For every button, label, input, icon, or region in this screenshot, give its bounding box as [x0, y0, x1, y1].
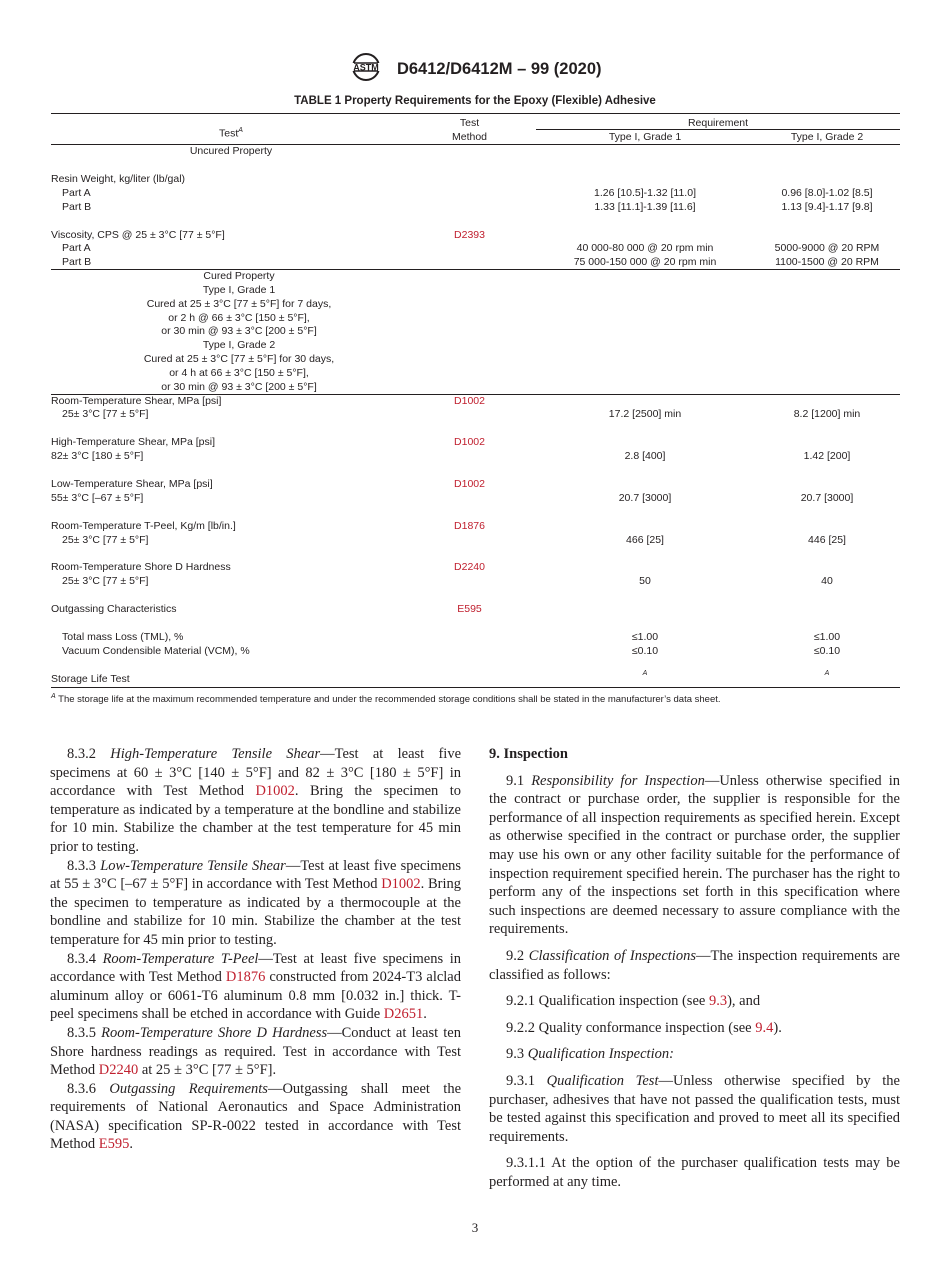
page-header [0, 52, 950, 87]
ht-shear-grade1: 2.8 [400] [624, 450, 666, 462]
header-test-method-line1: Test [459, 117, 480, 129]
cured-line: Cured Property [203, 270, 275, 282]
page-number: 3 [471, 1220, 479, 1235]
cured-line: or 30 min @ 93 ± 3°C [200 ± 5°F] [161, 381, 317, 393]
viscosity-b-grade2: 1100-1500 @ 20 RPM [775, 256, 879, 268]
viscosity-a-grade2: 5000-9000 @ 20 RPM [774, 242, 880, 254]
ref-d2240-link[interactable]: D2240 [98, 1062, 139, 1079]
tpeel-label: Room-Temperature T-Peel, Kg/m [lb/in.] [51, 520, 236, 532]
astm-logo-icon [348, 52, 384, 87]
ref-e595-link[interactable]: E595 [98, 1136, 130, 1153]
para-9-2-2: 9.2.2 Quality conformance inspection (see 9.4). [506, 1019, 782, 1036]
shore-grade1: 50 [639, 575, 651, 587]
para-8-3-4: 8.3.4 Room-Temperature T-Peel—Test at least five specimens in accordance with Test Method D1876 constructed from 2024-T3 alclad aluminum alloy or 6061-T6 aluminum 0.8 mm [0.032 in.] thick. T-peel specimens shall be etched in accordance with Guide D2651. [50, 950, 461, 1023]
viscosity-a-grade1: 40 000-80 000 @ 20 rpm min [576, 242, 714, 254]
para-8-3-2: 8.3.2 High-Temperature Tensile Shear—Test at least five specimens at 60 ± 3°C [140 ± 5°F] and 82 ± 3°C [180 ± 5°F] in accordance with Test Method D1002. Bring the specimen to temperature as indicated by a temperature at the bondline and stabilize for 10 min. Stabilize the chamber at the test temperature for 45 min prior to testing. [50, 746, 462, 855]
vcm-label: Vacuum Condensible Material (VCM), % [62, 645, 250, 657]
cured-line: or 4 h at 66 ± 3°C [150 ± 5°F], [169, 367, 309, 379]
storage-grade2: A [824, 670, 830, 677]
svg-text:ASTM: ASTM [353, 62, 380, 73]
storage-label: Storage Life Test [51, 673, 130, 685]
viscosity-part-a: Part A [62, 242, 91, 254]
tpeel-method-link[interactable]: D1876 [454, 520, 485, 532]
resin-part-b: Part B [62, 201, 92, 213]
header-requirement: Requirement [687, 117, 749, 129]
right-column [489, 745, 900, 1191]
left-column [50, 745, 461, 1154]
para-8-3-6: 8.3.6 Outgassing Requirements—Outgassing shall meet the requirements of National Aeronautics and Space Administration (NASA) specification SP-R-0022 tested in accordance with Test Method E595. [50, 1080, 462, 1153]
cured-line: Cured at 25 ± 3°C [77 ± 5°F] for 30 days, [143, 353, 335, 365]
table-title: TABLE 1 Property Requirements for the Epoxy (Flexible) Adhesive [294, 95, 656, 107]
cured-line: or 2 h @ 66 ± 3°C [150 ± 5°F], [168, 312, 310, 324]
cured-line: Type I, Grade 2 [202, 339, 276, 351]
lt-shear-method-link[interactable]: D1002 [454, 478, 485, 490]
ref-d1002-link[interactable]: D1002 [255, 783, 295, 800]
tml-grade2: ≤1.00 [813, 631, 841, 643]
lt-shear-label: Low-Temperature Shear, MPa [psi] [51, 478, 213, 490]
viscosity-part-b: Part B [62, 256, 92, 268]
resin-weight-label: Resin Weight, kg/liter (lb/gal) [51, 173, 186, 185]
ht-shear-grade2: 1.42 [200] [803, 450, 851, 462]
shore-method-link[interactable]: D2240 [454, 561, 485, 573]
para-9-3-1-1: 9.3.1.1 At the option of the purchaser qualification tests may be performed at any time. [489, 1155, 900, 1190]
storage-grade1: A [642, 670, 648, 677]
tpeel-grade2: 446 [25] [808, 534, 846, 546]
para-9-3: 9.3 Qualification Inspection: [506, 1046, 674, 1063]
para-9-3-1: 9.3.1 Qualification Test—Unless otherwise specified by the purchaser, adhesives that have not passed the qualification tests, must be tested against this specification and proved to meet all its specified requirements. [489, 1072, 900, 1145]
lt-shear-grade2: 20.7 [3000] [800, 492, 854, 504]
para-8-3-3: 8.3.3 Low-Temperature Tensile Shear—Test at least five specimens at 55 ± 3°C [–67 ± 5°F] in accordance with Test Method D1002. Bring the specimen to temperature as indicated by a thermocouple at the bondline and stabilize for 10 min. Stabilize the chamber at the test temperature for 45 min prior to testing. [50, 857, 461, 948]
viscosity-method-link[interactable]: D2393 [454, 229, 485, 241]
resin-a-grade1: 1.26 [10.5]-1.32 [11.0] [594, 187, 696, 199]
resin-b-grade2: 1.13 [9.4]-1.17 [9.8] [781, 201, 873, 213]
ref-d1876-link[interactable]: D1876 [225, 969, 266, 986]
table-footnote: $^A$ The storage life at the maximum recommended temperature and under the recommended storage conditions shall be stated in the manufacturer’s data sheet. [51, 693, 721, 706]
header-test: Test$^A$ [219, 127, 243, 140]
vcm-grade2: ≤0.10 [813, 645, 841, 657]
para-9-2: 9.2 Classification of Inspections—The inspection requirements are classified as follows: [489, 947, 900, 983]
viscosity-label: Viscosity, CPS @ 25 ± 3°C [77 ± 5°F] [51, 229, 225, 241]
ref-9-4-link[interactable]: 9.4 [755, 1019, 774, 1036]
para-9-2-1: 9.2.1 Qualification inspection (see 9.3), and [506, 993, 761, 1010]
rt-shear-grade2: 8.2 [1200] min [793, 408, 861, 420]
resin-part-a: Part A [62, 187, 91, 199]
rt-shear-cond: 25± 3°C [77 ± 5°F] [62, 408, 149, 420]
tpeel-cond: 25± 3°C [77 ± 5°F] [62, 534, 149, 546]
shore-label: Room-Temperature Shore D Hardness [51, 561, 231, 573]
rt-shear-label: Room-Temperature Shear, MPa [psi] [51, 395, 222, 407]
ht-shear-cond: 82± 3°C [180 ± 5°F] [51, 450, 144, 462]
header-test-method-line2: Method [451, 131, 488, 143]
ref-d2651-link[interactable]: D2651 [383, 1006, 424, 1023]
vcm-grade1: ≤0.10 [631, 645, 659, 657]
document-id: D6412/D6412M – 99 (2020) [396, 60, 602, 78]
tml-grade1: ≤1.00 [631, 631, 659, 643]
cured-line: Cured at 25 ± 3°C [77 ± 5°F] for 7 days, [146, 298, 332, 310]
tpeel-grade1: 466 [25] [626, 534, 664, 546]
section-heading: 9. Inspection [489, 746, 568, 762]
outgas-label: Outgassing Characteristics [51, 603, 177, 615]
viscosity-b-grade1: 75 000-150 000 @ 20 rpm min [573, 256, 717, 268]
header-grade1: Type I, Grade 1 [608, 131, 682, 143]
outgas-method-link[interactable]: E595 [457, 603, 482, 615]
cured-line: or 30 min @ 93 ± 3°C [200 ± 5°F] [161, 325, 317, 337]
para-9-1: 9.1 Responsibility for Inspection—Unless otherwise specified in the contract or purchase order, the supplier is responsible for the performance of all inspection requirements as specified herein. Except as otherwise specified in the contract or purchase order, the supplier may use his own or any other facility suitable for the performance of inspection requirement specified herein. The purchaser has the right to perform any of the inspections set forth in this specification where such inspections are deemed necessary to assure compliance with the requirements. [489, 772, 900, 938]
rt-shear-grade1: 17.2 [2500] min [608, 408, 682, 420]
para-8-3-5: 8.3.5 Room-Temperature Shore D Hardness—Conduct at least ten Shore hardness readings as required. Test in accordance with Test Method D2240 at 25 ± 3°C [77 ± 5°F]. [50, 1024, 461, 1079]
uncured-property-label: Uncured Property [189, 145, 273, 157]
ht-shear-label: High-Temperature Shear, MPa [psi] [51, 436, 215, 448]
ref-9-3-link[interactable]: 9.3 [708, 993, 728, 1010]
ref-d1002-link[interactable]: D1002 [381, 876, 421, 893]
resin-a-grade2: 0.96 [8.0]-1.02 [8.5] [781, 187, 873, 199]
shore-cond: 25± 3°C [77 ± 5°F] [62, 575, 149, 587]
cured-line: Type I, Grade 1 [202, 284, 276, 296]
shore-grade2: 40 [821, 575, 833, 587]
rt-shear-method-link[interactable]: D1002 [454, 395, 485, 407]
tml-label: Total mass Loss (TML), % [62, 631, 184, 643]
header-grade2: Type I, Grade 2 [790, 131, 864, 143]
ht-shear-method-link[interactable]: D1002 [454, 436, 485, 448]
lt-shear-grade1: 20.7 [3000] [618, 492, 672, 504]
lt-shear-cond: 55± 3°C [–67 ± 5°F] [51, 492, 144, 504]
resin-b-grade1: 1.33 [11.1]-1.39 [11.6] [594, 201, 696, 213]
